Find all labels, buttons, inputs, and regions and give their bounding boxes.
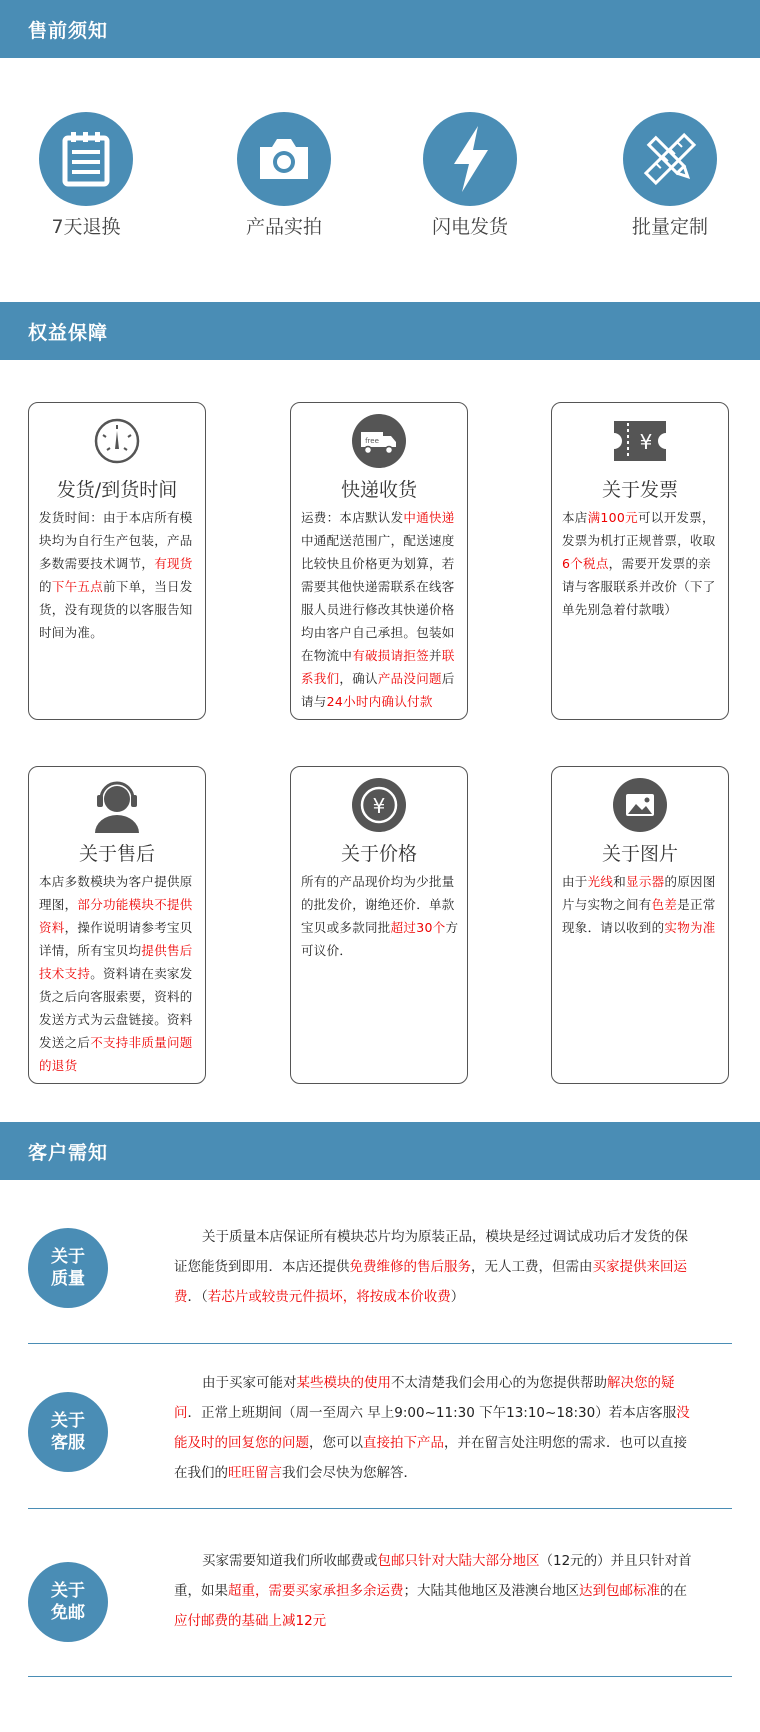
- notepad-icon: [39, 112, 133, 206]
- note-service: [28, 1368, 732, 1518]
- svg-text:free: free: [365, 437, 379, 445]
- card-invoice: [551, 402, 729, 720]
- card-body: 本店多数模块为客户提供原理图，部分功能模块不提供资料，操作说明请参考宝贝详情，所有宝贝均提供售后技术支持。资料请在卖家发货之后向客服索要，资料的发送方式为云盘链接。资料发送之后不支持非质量问题的退货: [39, 874, 193, 1073]
- camera-icon: [237, 112, 331, 206]
- svg-text:¥: ¥: [639, 430, 653, 454]
- service-badge: 关于 客服: [28, 1392, 108, 1472]
- card-title: 关于售后: [78, 843, 155, 865]
- note-text: 买家需要知道我们所收邮费或包邮只针对大陆大部分地区（12元的）并且只针对首重，如果超重，需要买家承担多余运费；大陆其他地区及港澳台地区达到包邮标准的在应付邮费的基础上减12元: [174, 1553, 692, 1629]
- card-shipping-time: [28, 402, 206, 720]
- card-title: 关于发票: [601, 479, 678, 501]
- headset-support-icon: [29, 777, 205, 833]
- section-title: 售前须知: [28, 20, 109, 42]
- feature-label: 产品实拍: [245, 216, 322, 238]
- card-price: [290, 766, 468, 1084]
- invoice-ticket-icon: [552, 413, 728, 469]
- feature-photo: [229, 112, 339, 239]
- card-aftersale: [28, 766, 206, 1084]
- card-image: [551, 766, 729, 1084]
- card-body: 发货时间：由于本店所有模块均为自行生产包装，产品多数需要技术调节，有现货的下午五点前下单，当日发货，没有现货的以客服告知时间为准。: [39, 510, 193, 640]
- card-body: 由于光线和显示器的原因图片与实物之间有色差是正常现象．请以收到的实物为准: [562, 874, 716, 935]
- note-text: 由于买家可能对某些模块的使用不太清楚我们会用心的为您提供帮助解决您的疑问．正常上班期间（周一至周六 早上9:00~11:30 下午13:10~18:30）若本店客服没能及时的回复您的问题，您可以直接拍下产品，并在留言处注明您的需求．也可以直接在我们的旺旺留言我们会尽快为您解答．: [174, 1375, 690, 1481]
- section-header-presale: [0, 0, 760, 58]
- note-shipping: [28, 1546, 732, 1676]
- feature-label: 批量定制: [631, 216, 708, 238]
- divider: [28, 1343, 732, 1344]
- note-quality: [28, 1222, 732, 1342]
- free-shipping-truck-icon: [291, 413, 467, 469]
- card-body: 运费：本店默认发中通快递中通配送范围广，配送速度比较快且价格更为划算，若需要其他快递需联系在线客服人员进行修改其快递价格均由客户自己承担。包装如在物流中有破损请拒签并联系我们，确认产品没问题后请与24小时内确认付款: [301, 510, 455, 709]
- feature-label: 闪电发货: [431, 216, 508, 238]
- feature-label: 7天退换: [51, 216, 121, 238]
- feature-return: [31, 112, 141, 239]
- picture-icon: [552, 777, 728, 833]
- card-delivery: [290, 402, 468, 720]
- card-body: 所有的产品现价均为少批量的批发价，谢绝还价．单款宝贝或多款同批超过30个方可议价．: [301, 874, 459, 958]
- note-text: 关于质量本店保证所有模块芯片均为原装正品，模块是经过调试成功后才发货的保证您能货到即用．本店还提供免费维修的售后服务，无人工费，但需由买家提供来回运费．（若芯片或较贵元件损坏，将按成本价收费）: [174, 1229, 688, 1305]
- section-header-rights: [0, 302, 760, 360]
- card-title: 发货/到货时间: [56, 479, 178, 501]
- card-body: 本店满100元可以开发票，发票为机打正规普票，收取6个税点，需要开发票的亲请与客服联系并改价（下了单先别急着付款哦）: [562, 510, 716, 617]
- svg-text:¥: ¥: [372, 794, 386, 818]
- feature-fast-ship: [415, 112, 525, 239]
- section-header-customer: [0, 1122, 760, 1180]
- divider: [28, 1676, 732, 1677]
- quality-badge: 关于 质量: [28, 1228, 108, 1308]
- yuan-coin-icon: [291, 777, 467, 833]
- card-title: 关于价格: [340, 843, 417, 865]
- section-title: 客户需知: [28, 1142, 109, 1164]
- feature-custom: [615, 112, 725, 239]
- shipping-badge: 关于 免邮: [28, 1562, 108, 1642]
- lightning-icon: [423, 112, 517, 206]
- card-title: 关于图片: [601, 843, 678, 865]
- section-title: 权益保障: [28, 322, 109, 344]
- divider: [28, 1508, 732, 1509]
- card-title: 快递收货: [340, 479, 417, 501]
- gauge-icon: [29, 413, 205, 469]
- ruler-pencil-icon: [623, 112, 717, 206]
